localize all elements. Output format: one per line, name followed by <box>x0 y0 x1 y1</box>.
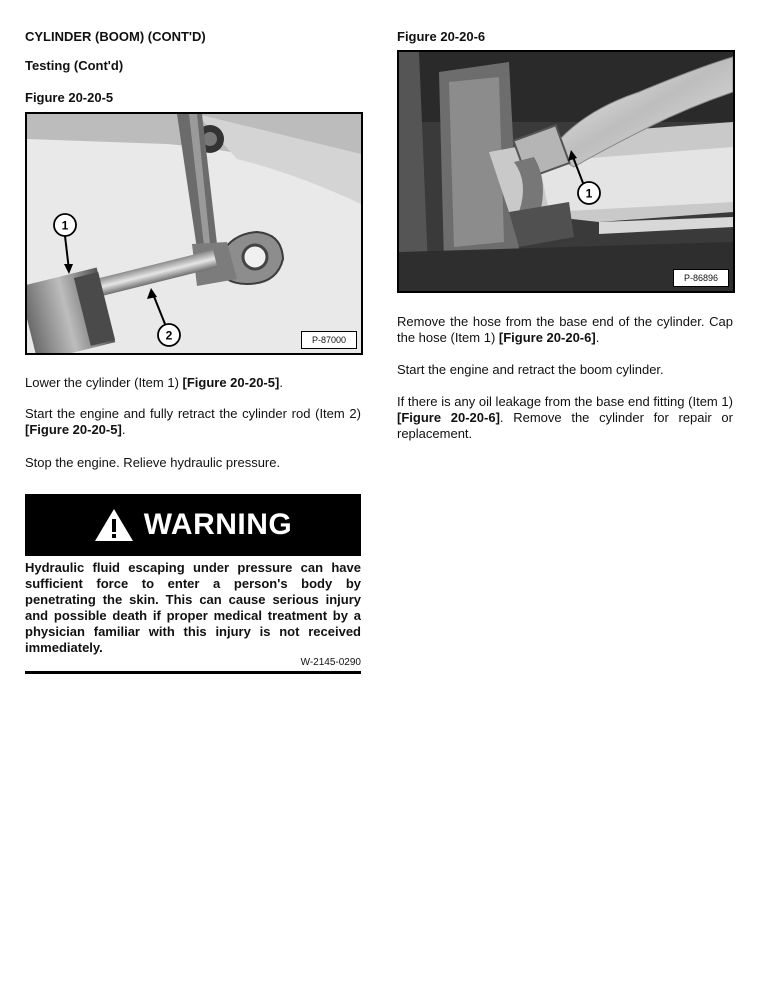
callout-2: 2 <box>165 328 173 343</box>
paragraph-remove-hose: Remove the hose from the base end of the cylinder. Cap the hose (Item 1) [Figure 20-20-6]. <box>397 314 733 345</box>
figure-reference: [Figure 20-20-5] <box>25 422 122 437</box>
figure-reference: [Figure 20-20-5] <box>182 375 280 390</box>
callout-1: 1 <box>61 218 69 233</box>
paragraph-lower-cylinder: Lower the cylinder (Item 1) [Figure 20-20-5]. <box>25 375 283 390</box>
warning-banner <box>25 494 361 556</box>
figure-reference: [Figure 20-20-6] <box>498 330 596 345</box>
callout-1: 1 <box>585 186 593 201</box>
figure-20-20-6-photo <box>397 50 735 293</box>
figure-label-20-20-6: Figure 20-20-6 <box>397 29 486 44</box>
paragraph-retract-rod: Start the engine and fully retract the cylinder rod (Item 2) [Figure 20-20-5]. <box>25 406 361 437</box>
warning-title: WARNING <box>143 508 293 541</box>
warning-divider <box>25 671 361 674</box>
paragraph-start-engine: Start the engine and retract the boom cylinder. <box>397 362 664 377</box>
figure-label-20-20-5: Figure 20-20-5 <box>25 90 114 105</box>
warning-triangle-icon <box>94 508 134 542</box>
paragraph-stop-engine: Stop the engine. Relieve hydraulic pressure. <box>25 455 281 470</box>
figure-reference: [Figure 20-20-6] <box>397 410 500 425</box>
figure-20-20-5-photo <box>25 112 363 355</box>
photo-code: P-86896 <box>673 269 729 287</box>
section-heading: CYLINDER (BOOM) (CONT'D) <box>25 29 206 44</box>
paragraph-oil-leakage: If there is any oil leakage from the base end fitting (Item 1) [Figure 20-20-6]. Remove the cylinder for repair or replacement. <box>397 394 733 441</box>
photo-code: P-87000 <box>301 331 357 349</box>
warning-code: W-2145-0290 <box>300 657 361 668</box>
subsection-heading: Testing (Cont'd) <box>25 58 124 73</box>
warning-text: Hydraulic fluid escaping under pressure can have sufficient force to enter a person's body by penetrating the skin. This can cause serious injury and possible death if proper medical treatment by a physician familiar with this injury is not received immediately. <box>25 560 361 655</box>
